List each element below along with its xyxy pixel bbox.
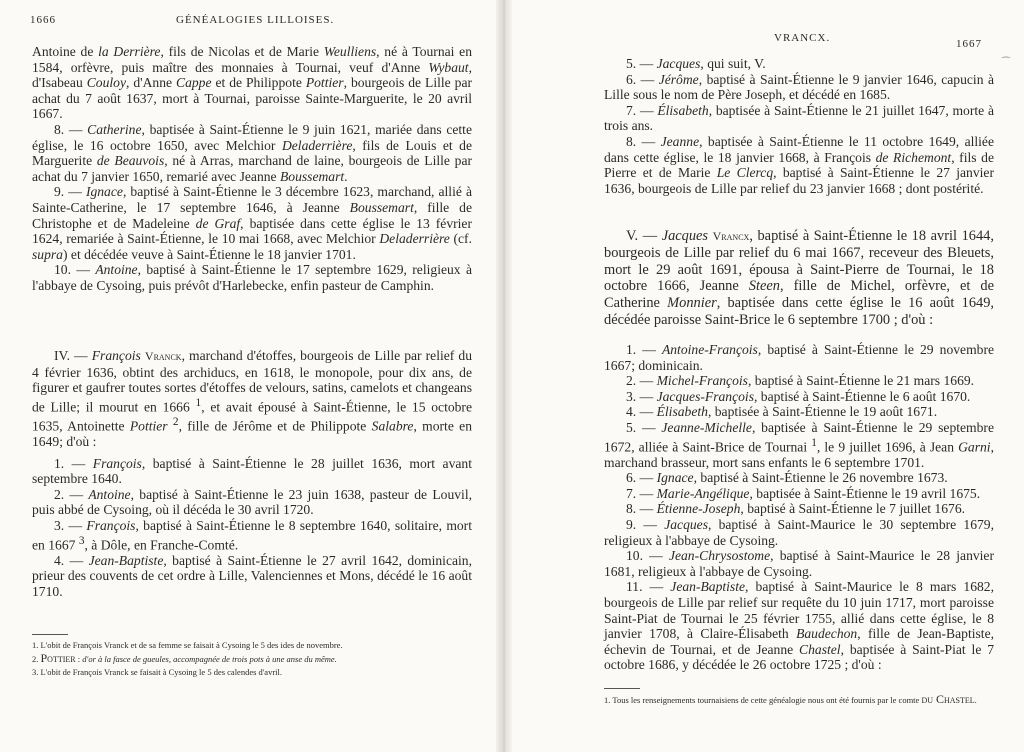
running-head-left: GÉNÉALOGIES LILLOISES. <box>176 14 335 26</box>
paragraph-jean-baptiste-11: 11. — Jean-Baptiste, baptisé à Saint-Maurice le 8 mars 1682, bourgeois de Lille par relief sur requête du 10 juin 1717, mort paroisse Saint-Piat de Tournai le 25 février 1755, allié dans cette église, le 8 janvier 1708, à Claire-Élisabeth Baudechon, fille de Jean-Baptiste, échevin de Tournai, et de Jeanne Chastel, baptisée à Saint-Piat le 7 octobre 1686, y décédée le 26 octobre 1725 ; d'où : <box>604 579 994 673</box>
footnote-2-left: 2. Pottier : d'or à la fasce de gueules, accompagnée de trois pots à une anse du même. <box>32 651 337 665</box>
paragraph-jacques-vrancx: V. — Jacques Vrancx, baptisé à Saint-Étienne le 18 avril 1644, bourgeois de Lille par relief du 6 mai 1667, receveur des Bleuets, mort le 29 août 1691, épousa à Saint-Pierre de Tournai, le 18 octobre 1666, Jeanne Steen, fille de Michel, orfèvre, et de Catherine Monnier, baptisée dans cette église le 16 août 1649, décédée paroisse Saint-Brice le 6 septembre 1700 ; d'où : <box>604 228 995 328</box>
paragraph-ignace: 9. — Ignace, baptisé à Saint-Étienne le 3 décembre 1623, marchand, allié à Sainte-Catherine, le 17 septembre 1646, à Jeanne Boussemart, fille de Christophe et de Madeleine de Graf, baptisée dans cette église le 13 février 1624, remariée à Saint-Étienne, le 10 mai 1668, avec Melchior Deladerrière (cf. supra) et décédée veuve à Saint-Étienne le 18 janvier 1701. <box>32 184 473 262</box>
page-number-left: 1666 <box>30 14 56 26</box>
left-page <box>0 0 500 752</box>
footnotes-right <box>604 694 996 708</box>
paragraph-antoine-de-la-derriere: Antoine de la Derrière, fils de Nicolas et de Marie Weulliens, né à Tournai en 1584, orfèvre, puis maître des monnaies à Tournai, veuf d'Anne Wybaut, d'Isabeau Couloy, d'Anne Cappe et de Philippote Pottier, bourgeois de Lille par achat du 7 août 1637, mort à Tournai, paroisse Sainte-Marguerite, le 20 avril 1667. <box>32 44 473 122</box>
paragraph-jeanne-michelle: 5. — Jeanne-Michelle, baptisée à Saint-Étienne le 29 septembre 1672, alliée à Saint-Brice de Tournai $^1$, le 9 juillet 1696, à Jean Garni, marchand brasseur, mort sans enfants le 6 septembre 1701. <box>604 419 994 470</box>
footnote-1-right: 1. Tous les renseignements tournaisiens de cette généalogie nous ont été fournis par le comte du Chastel. <box>604 692 977 706</box>
paragraph-catherine: 8. — Catherine, baptisée à Saint-Étienne le 9 juin 1621, mariée dans cette église, le 16 octobre 1650, avec Melchior Deladerrière, fils de Louis et de Marguerite de Beauvois, né à Arras, marchand de laine, bourgeois de Lille par achat du 7 janvier 1650, remarié avec Jeanne Boussemart. <box>32 121 473 184</box>
right-page <box>508 0 1024 752</box>
paragraph-francois-1: 1. — François, baptisé à Saint-Étienne le 28 juillet 1636, mort avant septembre 1640. <box>32 455 472 487</box>
paragraph-michel-francois: 2. — Michel-François, baptisé à Saint-Étienne le 21 mars 1669. <box>626 373 975 389</box>
paragraph-jerome-6: 6. — Jérôme, baptisé à Saint-Étienne le 9 janvier 1646, capucin à Lille sous le nom de Père Joseph, et décédé en 1685. <box>604 71 994 103</box>
paragraph-francois-3: 3. — François, baptisé à Saint-Étienne le 8 septembre 1640, solitaire, mort en 1667 $^3$, à Dôle, en Franche-Comté. <box>32 518 472 553</box>
footnote-rule-left <box>32 634 68 635</box>
footnote-rule-right <box>604 688 640 689</box>
paragraph-jacques-5: 5. — Jacques, qui suit, V. <box>626 56 766 71</box>
footnotes-left <box>32 640 472 680</box>
paragraph-jacques-9: 9. — Jacques, baptisé à Saint-Maurice le 30 septembre 1679, religieux à l'abbaye de Cysoing. <box>604 517 994 548</box>
left-text-lower <box>32 348 472 600</box>
paragraph-francois-vranck: IV. — François Vranck, marchand d'étoffes, bourgeois de Lille par relief du 4 février 1636, obtint des archiducs, en 1618, le monopole, pour dix ans, de figurer et gaufrer toutes sortes d'étoffes de velours, satins, camelots et changeans de Lille; il mourut en 1666 $^1$, et avait épousé à Saint-Étienne, le 15 octobre 1635, Antoinette Pottier $^2$, fille de Jérôme et de Philippote Salabre, morte en 1649; d'où : <box>32 348 473 450</box>
margin-mark: ⁀ <box>1002 58 1011 69</box>
paragraph-elisabeth-4: 4. — Élisabeth, baptisée à Saint-Étienne le 19 août 1671. <box>626 404 938 420</box>
paragraph-etienne-joseph: 8. — Étienne-Joseph, baptisé à Saint-Étienne le 7 juillet 1676. <box>626 501 966 517</box>
paragraph-antoine-francois: 1. — Antoine-François, baptisé à Saint-Étienne le 29 novembre 1667; dominicain. <box>604 342 995 373</box>
paragraph-antoine-2: 2. — Antoine, baptisé à Saint-Étienne le 23 juin 1638, pasteur de Louvil, puis abbé de Cysoing, où il décéda le 30 avril 1720. <box>32 486 472 518</box>
paragraph-jeanne-8: 8. — Jeanne, baptisée à Saint-Étienne le 11 octobre 1649, alliée dans cette église, le 18 janvier 1668, à François de Richemont, fils de Pierre et de Marie Le Clercq, baptisé à Saint-Étienne le 27 janvier 1636, bourgeois de Lille par relief du 23 janvier 1668 ; dont postérité. <box>604 133 994 196</box>
paragraph-jean-baptiste-4: 4. — Jean-Baptiste, baptisé à Saint-Étienne le 27 avril 1642, dominicain, prieur des couvents de cet ordre à Lille, Valenciennes et Mons, décédé le 16 août 1710. <box>32 552 472 599</box>
paragraph-jacques-francois: 3. — Jacques-François, baptisé à Saint-Étienne le 6 août 1670. <box>626 388 971 404</box>
left-text-upper <box>32 44 472 294</box>
right-text-upper <box>604 56 994 196</box>
footnote-3-left: 3. L'obit de François Vranck se faisait à Cysoing le 5 des calendes d'avril. <box>32 667 283 677</box>
right-text-jacques-vrancx <box>604 228 994 329</box>
paragraph-jean-chrysostome: 10. — Jean-Chrysostome, baptisé à Saint-Maurice le 28 janvier 1681, religieux à l'abbaye de Cysoing. <box>604 548 994 579</box>
running-head-right: VRANCX. <box>774 32 831 44</box>
paragraph-marie-angelique: 7. — Marie-Angélique, baptisée à Saint-Étienne le 19 avril 1675. <box>626 485 981 501</box>
footnote-1-left: 1. L'obit de François Vranck et de sa femme se faisait à Cysoing le 5 des ides de novembre. <box>32 640 343 650</box>
paragraph-antoine-10: 10. — Antoine, baptisé à Saint-Étienne le 17 septembre 1629, religieux à l'abbaye de Cysoing, puis prévôt d'Harlebecke, enfin pasteur de Camphin. <box>32 262 472 293</box>
page-number-right: 1667 <box>956 38 982 50</box>
right-text-lower <box>604 342 994 673</box>
paragraph-ignace-6: 6. — Ignace, baptisé à Saint-Étienne le 26 novembre 1673. <box>626 470 948 486</box>
paragraph-elisabeth-7: 7. — Élisabeth, baptisée à Saint-Étienne le 21 juillet 1647, morte à trois ans. <box>604 102 994 134</box>
